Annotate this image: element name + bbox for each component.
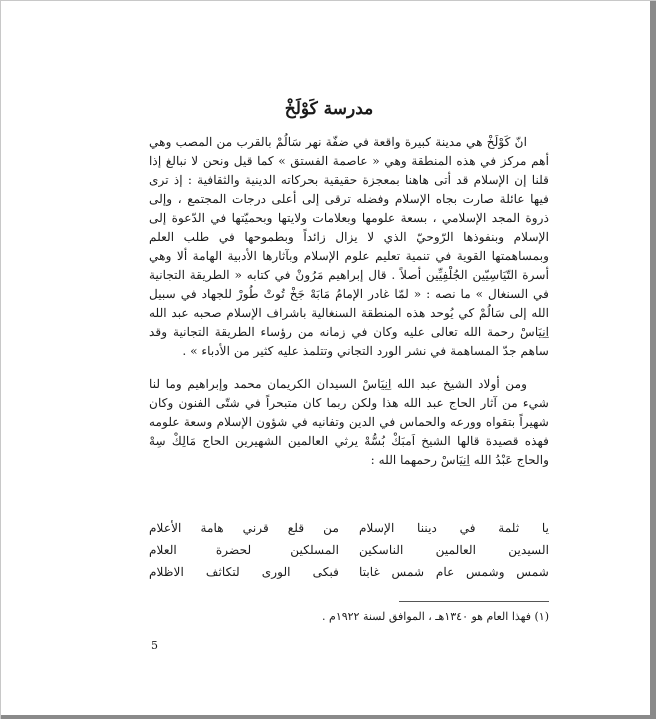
poem-line xyxy=(149,517,549,539)
page-edge-shadow xyxy=(1,715,656,719)
page-edge-shadow xyxy=(650,1,656,719)
poem-hemistich-second: المسلكين لحضرة العلام xyxy=(149,543,339,557)
poem-hemistich-first: شمس وشمس عام شمس غابتا xyxy=(359,565,549,579)
paragraph: انّ كَوْلَخْ هي مدينة كبيرة واقعة في ضفّة نهر سَالُمْ بالقرب من المصب وهي أهم مركز في هذه المنطقة وهي « عاصمة الفستق » كما قيل ونحن لا نبالغ إذا قلنا إن الإسلام قد أتى هاهنا بمعجزة حقيقية بحركاته الدينية والثقافية : إذ ترى فيها عائلة صارت بجاه الإسلام وفضله ترقى إلى أعلى درجات المجتمع ، وإلى ذروة المجد الإسلامي ، بسعة علومها وبعلامات ولايتها وبحميّتها في الدّعوة إلى الإسلام وبنفوذها الرّوحيّ الذي لا يزال زائداً وبطموحها في طلب العلم وبمساهمتها القوية في تنمية تعليم علوم الإسلام وبآثارها الأدبية الهامة ألا وهي أسرة التّيَاسِيّين الجُلْفِيِّين أصلاً . قال إبراهيم مَرُونْ في كتابه « الطريقة التجانية في السنغال » ما نصه : « لمّا غادر الإمامُ مَابَهْ جَخْ تُوتْ طُورْ للجهاد في سبيل الله إلى سَالُمْ كي يُوحد هذه المنطقة السنغالية باشراف الإسلام صحبه عبد الله اِنِيَاسْ رحمة الله تعالى عليه وكان في زمانه من رؤساء الطريقة التجانية وقد ساهم جدّ المساهمة في نشر الورد التجاني وتتلمذ عليه كثير من الأدباء » . xyxy=(149,135,549,358)
page-title: مدرسة كَوْلَخْ xyxy=(284,99,374,119)
poem-hemistich-second: من قلع قرني هامة الأعلام xyxy=(149,521,339,535)
footnote: (١) فهذا العام هو ١٣٤٠هـ ، الموافق لسنة ١٩٢٢م . xyxy=(322,610,549,623)
poem-hemistich-first: السيدين العالمين الناسكين xyxy=(359,543,549,557)
poem-line xyxy=(149,539,549,561)
poem-hemistich-first: يا ثلمة في ديننا الإسلام xyxy=(359,521,549,535)
paragraph: ومن أولاد الشيخ عبد الله اِنِيَاسْ السيدان الكريمان محمد وإبراهيم وما لنا شيء من آثار الحاج عبد الله هذا ولكن ربما كان متبحراً في شتّى الفنون وكان شهيراً بتقواه وورعه والحماس في الدين وتفانيه في شؤون الإسلام وسعة علومه فهذه قصيدة قالها الشيخ اَمبَكْ بُسُّهْ يرثي العالمين الشهيرين الحاج مَالِكْ سِهْ والحاج عَبْدُ الله اِنِيَاسْ رحمهما الله : xyxy=(149,377,549,467)
body-text xyxy=(149,133,549,470)
poem-hemistich-second: فبكى الورى لتكاثف الاظلام xyxy=(149,565,339,579)
footnote-divider xyxy=(399,601,549,602)
poem-line xyxy=(149,561,549,583)
page-number: 5 xyxy=(151,639,158,652)
poem xyxy=(149,517,549,583)
